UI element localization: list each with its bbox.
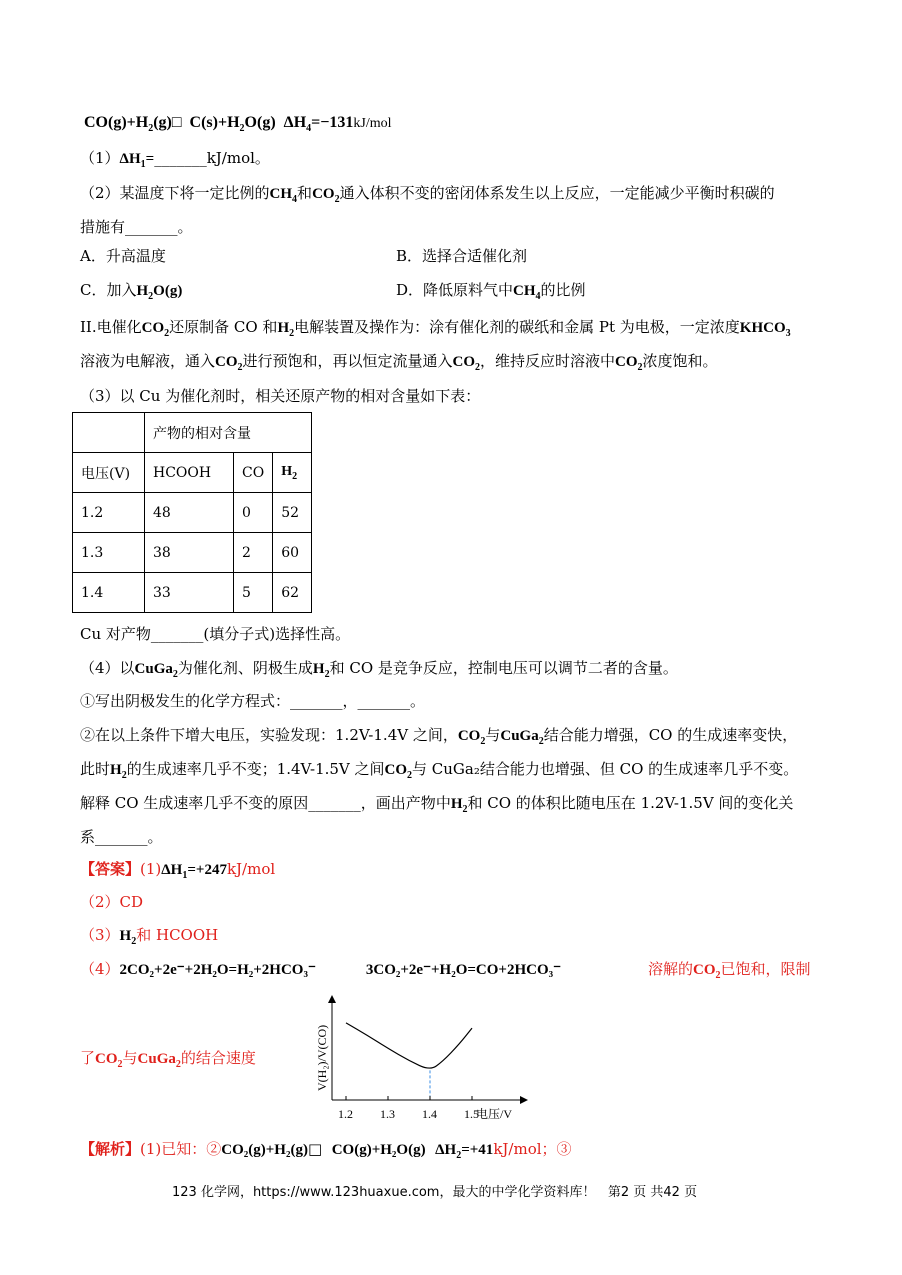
- question-1: $(1)\Delta H_1=\_\_\_\_\_\_\_kJ$/mol。: [80, 149, 270, 170]
- voltage-ratio-chart: [300, 995, 540, 1125]
- y-axis-label: V(H₂)/V(CO): [315, 1024, 329, 1091]
- question-2-line-1: （2）某温度下将一定比例的$CH_4$和$CO_2$通入体积不变的密闭体系发生以上反应，一定能减少平衡时积碳的: [80, 184, 775, 205]
- answer-4-equations: （4）2CO₂+2e⁻+2H₂O=H₂+2HCO₃⁻ 3CO₂+2e⁻+H₂O=CO+2HCO₃⁻: [80, 960, 562, 978]
- question-4-sub-2-cont3: 系_______。: [80, 828, 163, 846]
- table-cell: 5: [234, 573, 273, 613]
- ratio-series-line: [346, 1023, 472, 1068]
- footer: 123 化学网，https://www.123huaxue.com，最大的中学化学资料库！ 第2 页 共42 页: [172, 1185, 698, 1200]
- table-cell: 60: [273, 533, 312, 573]
- answer-4-text-2: 了$CO_2$与CuGa$_2$的结合速度: [80, 1049, 256, 1070]
- product-content-table: [72, 412, 312, 613]
- x-tick-label: 1.4: [422, 1107, 437, 1121]
- answer-3: $(3)H_2$和 HCOOH: [80, 926, 219, 947]
- y-axis-arrow: [328, 995, 336, 1003]
- answer-1: 【答案】$(1)\Delta H_1=+247kJ$/mol: [80, 860, 276, 881]
- table-cell: 1.4: [73, 573, 145, 613]
- equation-4: $CO(g)+H_2(g)□$ $C(s)+H_2O(g)$ $\Delta H_4=-131kJ$/mol: [84, 114, 392, 135]
- x-axis-label: 电压/V: [476, 1107, 513, 1121]
- table-header-h2: $H_2$: [273, 453, 312, 493]
- question-4-line-1: （4）以CuGa$_2$为催化剂、阴极生成$H_2$和 CO 是竞争反应，控制电压可以调节二者的含量。: [80, 659, 678, 680]
- table-header-group: 产物的相对含量: [145, 413, 312, 453]
- table-cell: 1.3: [73, 533, 145, 573]
- analysis-line: 【解析】(1)已知：②CO₂(g)+H₂(g)□ CO(g)+H₂O(g) $\Delta H_2=+41kJ$/mol；③: [80, 1140, 572, 1161]
- x-tick-label: 1.2: [338, 1107, 353, 1121]
- table-header-voltage: 电压(V): [73, 453, 145, 493]
- question-4-sub-2-cont2: 解释 CO 生成速率几乎不变的原因_______，画出产物中$H_2$和 CO 的体积比随电压在 1.2V-1.5V 间的变化关: [80, 794, 794, 815]
- table-cell: 0: [234, 493, 273, 533]
- question-4-sub-2: ②在以上条件下增大电压，实验发现：1.2V-1.4V 之间，$CO_2$与CuGa$_2$结合能力增强，CO 的生成速率变快，: [80, 726, 798, 747]
- table-cell: 38: [145, 533, 234, 573]
- table-row: [73, 493, 312, 533]
- table-cell: 48: [145, 493, 234, 533]
- option-a: A．升高温度: [80, 247, 166, 265]
- table-header-hcooh: HCOOH: [145, 453, 234, 493]
- x-tick-label: 1.3: [380, 1107, 395, 1121]
- part-2-line-2: 溶液为电解液，通入$CO_2$进行预饱和，再以恒定流量通入$CO_2$，维持反应时溶液中$CO_2$浓度饱和。: [80, 352, 718, 373]
- option-c: C．加入$H_2O(g)$: [80, 281, 183, 302]
- option-b: B．选择合适催化剂: [396, 247, 528, 265]
- part-2-line-1: II.电催化$CO_2$还原制备 CO 和$H_2$电解装置及操作为：涂有催化剂的碳纸和金属 Pt 为电极，一定浓度$KHCO_3$: [80, 318, 791, 339]
- table-header-co: CO: [234, 453, 273, 493]
- table-cell: 62: [273, 573, 312, 613]
- table-cell: 1.2: [73, 493, 145, 533]
- question-3-after: Cu 对产物_______(填分子式)选择性高。: [80, 625, 351, 643]
- table-corner: [73, 413, 145, 453]
- option-d: D．降低原料气中$CH_4$的比例: [396, 281, 586, 302]
- table-row: [73, 573, 312, 613]
- question-4-sub-1: ①写出阴极发生的化学方程式：_______，_______。: [80, 692, 426, 710]
- answer-2: （2）CD: [80, 893, 144, 911]
- answer-4-text-1: 溶解的$CO_2$已饱和，限制: [648, 960, 811, 981]
- question-2-line-2: 措施有_______。: [80, 218, 193, 236]
- question-4-sub-2-cont: 此时$H_2$的生成速率几乎不变；1.4V-1.5V 之间$CO_2$与 CuGa₂结合能力也增强、但 CO 的生成速率几乎不变。: [80, 760, 799, 781]
- question-3-intro: （3）以 Cu 为催化剂时，相关还原产物的相对含量如下表：: [80, 387, 481, 405]
- x-tick-label: 1.5: [464, 1107, 479, 1121]
- table-cell: 52: [273, 493, 312, 533]
- x-axis-arrow: [520, 1096, 528, 1104]
- table-cell: 2: [234, 533, 273, 573]
- table-row: [73, 533, 312, 573]
- table-cell: 33: [145, 573, 234, 613]
